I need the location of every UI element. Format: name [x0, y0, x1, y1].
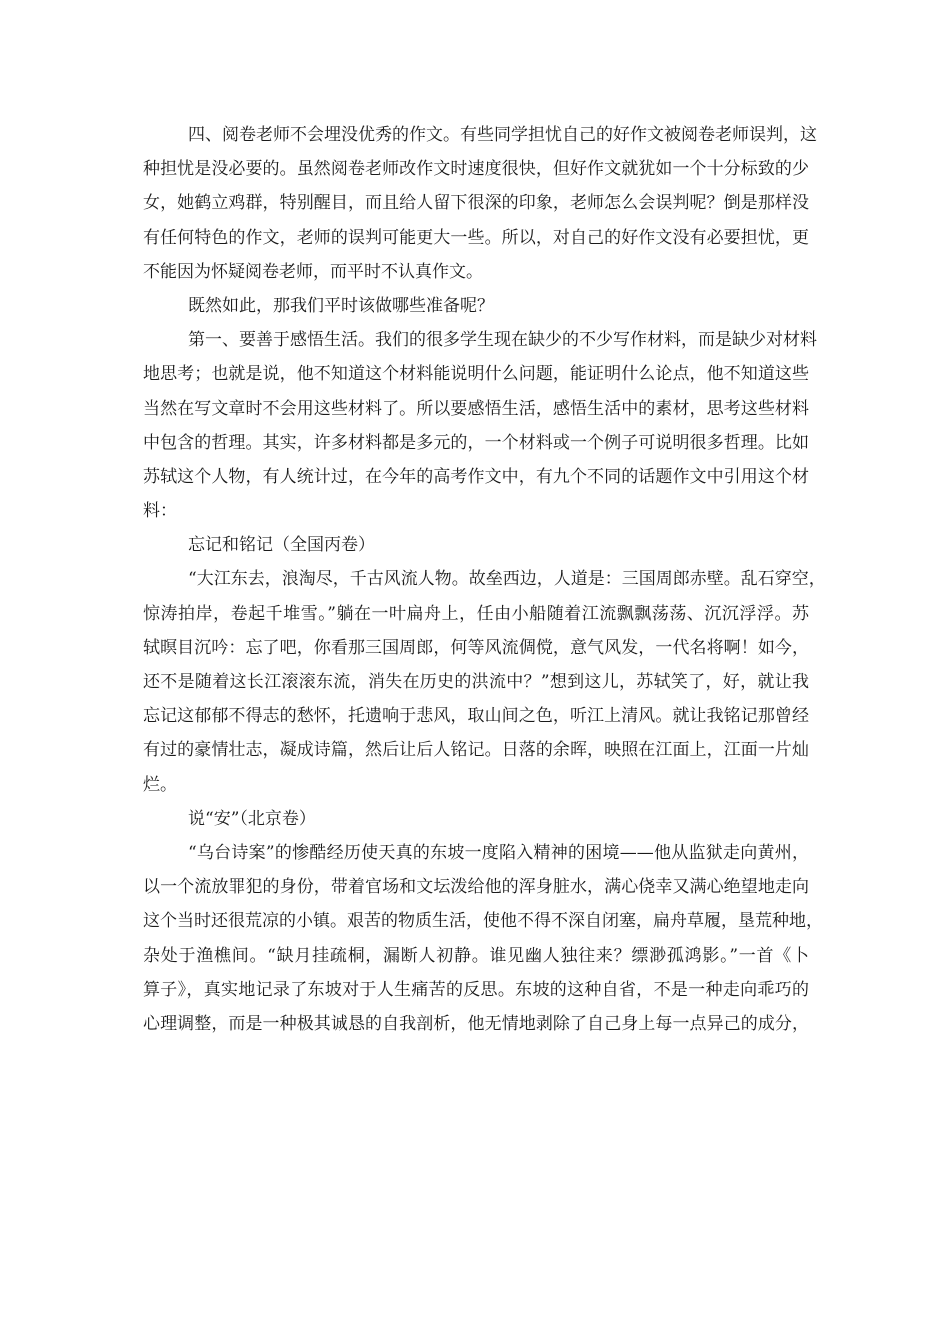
paragraph-line: 不能因为怀疑阅卷老师，而平时不认真作文。 — [143, 261, 483, 282]
paragraph-line: 以一个流放罪犯的身份，带着官场和文坛泼给他的浑身脏水，满心侥幸又满心绝望地走向 — [143, 877, 809, 898]
paragraph-line: 轼暝目沉吟：忘了吧，你看那三国周郎，何等风流倜傥，意气风发，一代名将啊！如今， — [143, 637, 809, 658]
paragraph-line: 惊涛拍岸，卷起千堆雪。”躺在一叶扁舟上，任由小船随着江流飘飘荡荡、沉沉浮浮。苏 — [143, 603, 809, 624]
paragraph-line: 杂处于渔樵间。“缺月挂疏桐，漏断人初静。谁见幽人独往来？缥渺孤鸿影。”一首《卜 — [143, 945, 809, 966]
paragraph-line: “大江东去，浪淘尽，千古风流人物。故垒西边，人道是：三国周郎赤壁。乱石穿空， — [188, 569, 826, 590]
paragraph-line: 苏轼这个人物，有人统计过，在今年的高考作文中，有九个不同的话题作文中引用这个材 — [143, 466, 809, 487]
paragraph-line: 当然在写文章时不会用这些材料了。所以要感悟生活，感悟生活中的素材，思考这些材料 — [143, 398, 809, 419]
paragraph-line: 烂。 — [143, 774, 177, 795]
paragraph-line: 这个当时还很荒凉的小镇。艰苦的物质生活，使他不得不深自闭塞，扁舟草履，垦荒种地， — [143, 911, 823, 932]
paragraph-line: 地思考；也就是说，他不知道这个材料能说明什么问题，能证明什么论点，他不知道这些 — [143, 364, 809, 385]
paragraph-line: 还不是随着这长江滚滚东流，消失在历史的洪流中？”想到这儿，苏轼笑了，好，就让我 — [143, 672, 809, 692]
section-heading: 说“安”（北京卷） — [188, 808, 316, 829]
paragraph-line: 忘记这郁郁不得志的愁怀，托遗响于悲风，取山间之色，听江上清风。就让我铭记那曾经 — [143, 706, 809, 727]
paragraph-line: “乌台诗案”的惨酷经历使天真的东坡一度陷入精神的困境——他从监狱走向黄州， — [188, 842, 809, 863]
paragraph-line: 女，她鹤立鸡群，特别醒目，而且给人留下很深的印象，老师怎么会误判呢？倒是那样没 — [143, 193, 809, 214]
paragraph-line: 第一、要善于感悟生活。我们的很多学生现在缺少的不少写作材料，而是缺少对材料 — [188, 330, 817, 351]
section-heading: 忘记和铭记（全国丙卷） — [188, 535, 375, 556]
paragraph-line: 算子》，真实地记录了东坡对于人生痛苦的反思。东坡的这种自省，不是一种走向乖巧的 — [143, 979, 809, 1000]
paragraph-line: 有任何特色的作文，老师的误判可能更大一些。所以，对自己的好作文没有必要担忧，更 — [143, 227, 809, 248]
paragraph-line: 既然如此，那我们平时该做哪些准备呢？ — [188, 295, 494, 316]
paragraph-line: 料： — [143, 501, 177, 522]
paragraph-line: 种担忧是没必要的。虽然阅卷老师改作文时速度很快，但好作文就犹如一个十分标致的少 — [143, 159, 809, 180]
document-body — [143, 118, 826, 1041]
paragraph-line: 心理调整，而是一种极其诚恳的自我剖析，他无情地剥除了自己身上每一点异己的成分， — [143, 1013, 809, 1034]
paragraph-line: 有过的豪情壮志，凝成诗篇，然后让后人铭记。日落的余晖，映照在江面上，江面一片灿 — [143, 740, 809, 761]
paragraph-line: 四、阅卷老师不会埋没优秀的作文。有些同学担忧自己的好作文被阅卷老师误判，这 — [188, 125, 817, 145]
paragraph-line: 中包含的哲理。其实，许多材料都是多元的，一个材料或一个例子可说明很多哲理。比如 — [143, 432, 809, 453]
